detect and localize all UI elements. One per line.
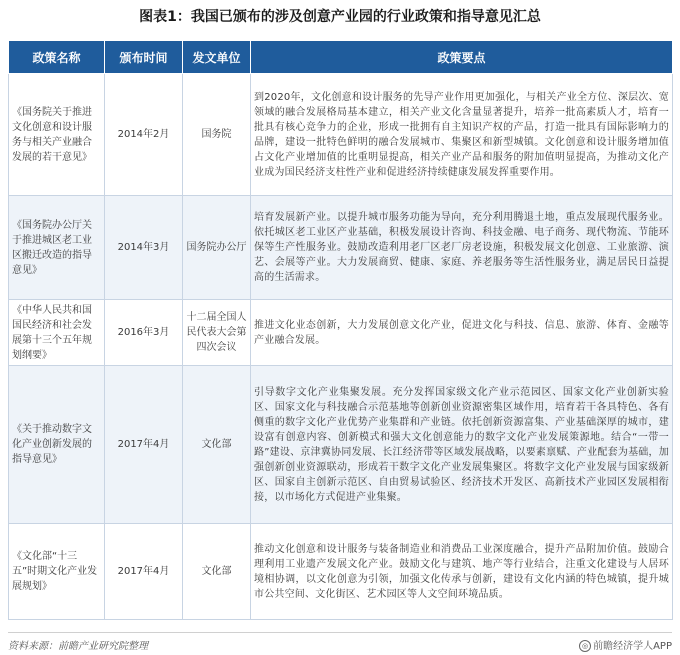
policy-name-cell: 《中华人民共和国国民经济和社会发展第十三个五年规划纲要》 [9,300,105,366]
policy-name-cell: 《国务院办公厅关于推进城区老工业区搬迁改造的指导意见》 [9,196,105,300]
key-points-cell: 培育发展新产业。以提升城市服务功能为导向，充分利用腾退土地，重点发展现代服务业。依托城区老工业区产业基础，积极发展设计咨询、科技金融、电子商务、现代物流、节能环保等生产性服务业。鼓励改造利用老厂区老厂房老设施，积极发展文化创意、工业旅游、演艺、会展等产业。大力发展商贸、健康、家庭、养老服务等生活性服务业，满足居民日益提高的生活需求。 [251,196,673,300]
policy-name-cell: 《国务院关于推进文化创意和设计服务与相关产业融合发展的若干意见》 [9,74,105,196]
issue-date-cell: 2017年4月 [105,524,183,620]
qianzhan-logo-icon: ◎ [579,640,591,652]
table-row [9,74,673,196]
header-issue-date: 颁布时间 [105,41,183,74]
footer [8,632,672,651]
issue-date-cell: 2016年3月 [105,300,183,366]
brand-credit [579,637,672,652]
header-key-points: 政策要点 [251,41,673,74]
table-row [9,300,673,366]
key-points-cell: 到2020年，文化创意和设计服务的先导产业作用更加强化，与相关产业全方位、深层次、宽领域的融合发展格局基本建立，相关产业文化含量显著提升，培养一批高素质人才，培育一批具有核心竞争力的企业，形成一批拥有自主知识产权的产品，打造一批具有国际影响力的品牌，建设一批特色鲜明的融合发展城市、集聚区和新型城镇。文化创意和设计服务增加值占文化产业增加值的比重明显提高，相关产业产品和服务的附加值明显提高，为推动文化产业成为国民经济支柱性产业和促进经济持续健康发展发挥重要作用。 [251,74,673,196]
table-row [9,524,673,620]
key-points-cell: 推进文化业态创新，大力发展创意文化产业，促进文化与科技、信息、旅游、体育、金融等产业融合发展。 [251,300,673,366]
table-row [9,366,673,524]
table-header-row [9,41,673,74]
brand-label: 前瞻经济学人APP [593,641,672,652]
issuer-cell: 文化部 [183,366,251,524]
source-note: 资料来源：前瞻产业研究院整理 [8,641,148,652]
header-issuer: 发文单位 [183,41,251,74]
policy-name-cell: 《文化部“十三五”时期文化产业发展规划》 [9,524,105,620]
policy-table [8,40,673,620]
issue-date-cell: 2017年4月 [105,366,183,524]
header-policy-name: 政策名称 [9,41,105,74]
chart-title: 图表1：我国已颁布的涉及创意产业园的行业政策和指导意见汇总 [139,9,541,25]
issue-date-cell: 2014年3月 [105,196,183,300]
issue-date-cell: 2014年2月 [105,74,183,196]
issuer-cell: 国务院办公厅 [183,196,251,300]
key-points-cell: 引导数字文化产业集聚发展。充分发挥国家级文化产业示范园区、国家文化产业创新实验区、国家文化与科技融合示范基地等创新创业资源密集区域作用，培育若干各具特色、各有侧重的数字文化产业优势产业集群和产业链。依托创新资源富集、产业基础深厚的城市，建设富有创意内容、创新模式和强大文化创意能力的数字文化产业发展策源地。结合“一带一路”建设、京津冀协同发展、长江经济带等区域发展战略，以要素禀赋、产业配套为基础，加强创新创业资源联动，形成若干数字文化产业发展集聚区。将数字文化产业发展与国家级新区、国家自主创新示范区、自由贸易试验区、经济技术开发区、高新技术产业园区发展相衔接，以市场化方式促进产业集聚。 [251,366,673,524]
key-points-cell: 推动文化创意和设计服务与装备制造业和消费品工业深度融合，提升产品附加价值。鼓励合理利用工业遗产发展文化产业。鼓励文化与建筑、地产等行业结合，注重文化建设与人居环境相协调，以文化创意为引领，加强文化传承与创新，建设有文化内涵的特色城镇，提升城市公共空间、文化街区、艺术园区等人文空间环境品质。 [251,524,673,620]
policy-name-cell: 《关于推动数字文化产业创新发展的指导意见》 [9,366,105,524]
table-row [9,196,673,300]
issuer-cell: 十二届全国人民代表大会第四次会议 [183,300,251,366]
issuer-cell: 文化部 [183,524,251,620]
issuer-cell: 国务院 [183,74,251,196]
